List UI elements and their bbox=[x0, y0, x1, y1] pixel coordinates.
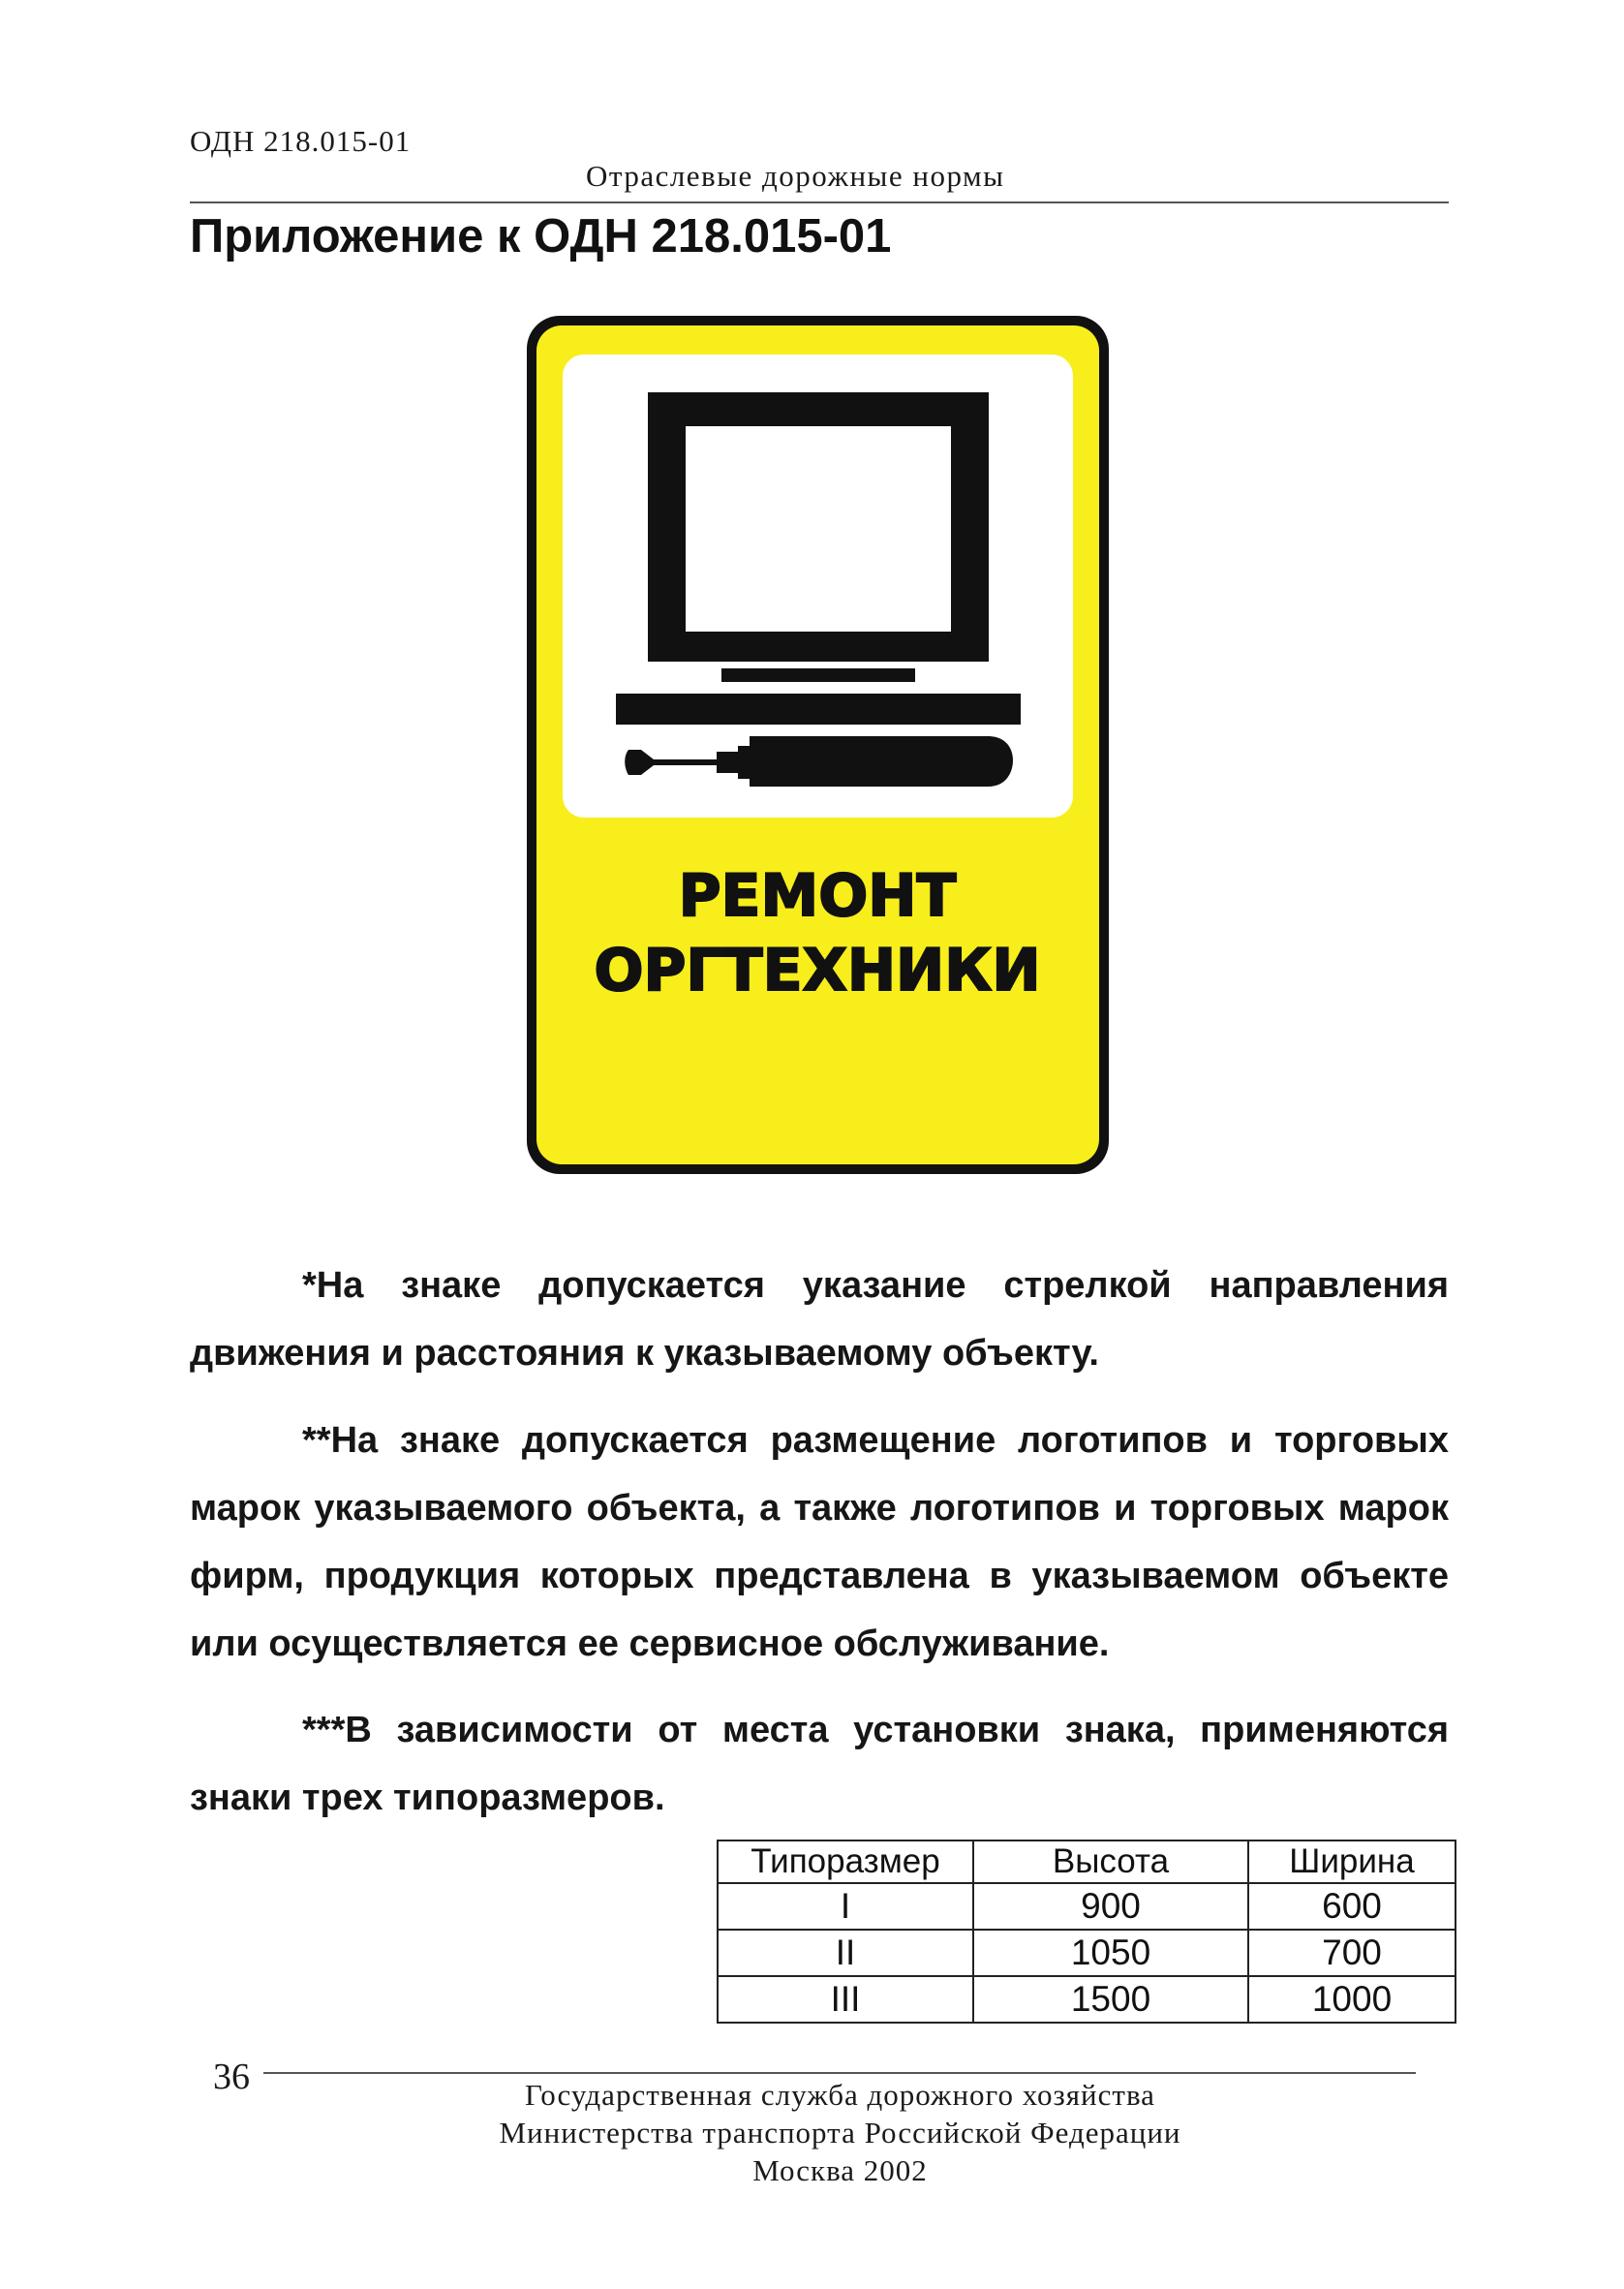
computer-monitor-icon bbox=[648, 392, 989, 682]
table-row bbox=[718, 1930, 1455, 1976]
cell-size-type: II bbox=[718, 1930, 973, 1976]
header-height: Высота bbox=[973, 1840, 1248, 1883]
sign-text-line2: ОРГТЕХНИКИ bbox=[594, 937, 1041, 1005]
header-width: Ширина bbox=[1248, 1840, 1455, 1883]
sign-text-line1: РЕМОНТ bbox=[678, 862, 957, 930]
footer-divider bbox=[263, 2072, 1416, 2074]
cell-width: 600 bbox=[1248, 1883, 1455, 1930]
page-number: 36 bbox=[213, 2057, 250, 2097]
table-header-row bbox=[718, 1840, 1455, 1883]
publisher-footer bbox=[387, 2076, 1293, 2189]
cell-height: 1050 bbox=[973, 1930, 1248, 1976]
header-divider bbox=[190, 201, 1449, 203]
header-size-type: Типоразмер bbox=[718, 1840, 973, 1883]
cell-height: 900 bbox=[973, 1883, 1248, 1930]
cell-size-type: I bbox=[718, 1883, 973, 1930]
service-sign bbox=[523, 312, 1113, 1178]
keyboard-icon bbox=[616, 694, 1021, 725]
document-series: Отраслевые дорожные нормы bbox=[586, 159, 1005, 193]
footer-line: Министерства транспорта Российской Федерации bbox=[499, 2116, 1181, 2150]
cell-height: 1500 bbox=[973, 1976, 1248, 2023]
note-logos: **На знаке допускается размещение логотипов и торговых марок указываемого объекта, а также логотипов и торговых марок фирм, продукция которых представлена в указываемом объекте или осуществляется ее сервисное обслуживание. bbox=[190, 1420, 1449, 1664]
cell-width: 700 bbox=[1248, 1930, 1455, 1976]
footer-line: Государственная служба дорожного хозяйства bbox=[525, 2078, 1155, 2112]
footer-line: Москва 2002 bbox=[752, 2153, 928, 2187]
cell-width: 1000 bbox=[1248, 1976, 1455, 2023]
document-code: ОДН 218.015-01 bbox=[190, 124, 412, 158]
cell-size-type: III bbox=[718, 1976, 973, 2023]
note-sizes: ***В зависимости от места установки знака, применяются знаки трех типоразмеров. bbox=[190, 1710, 1449, 1818]
note-direction: *На знаке допускается указание стрелкой направления движения и расстояния к указываемому объекту. bbox=[190, 1265, 1449, 1374]
table-row bbox=[718, 1883, 1455, 1930]
appendix-title: Приложение к ОДН 218.015-01 bbox=[190, 210, 892, 263]
table-row bbox=[718, 1976, 1455, 2023]
size-table bbox=[717, 1840, 1456, 2024]
